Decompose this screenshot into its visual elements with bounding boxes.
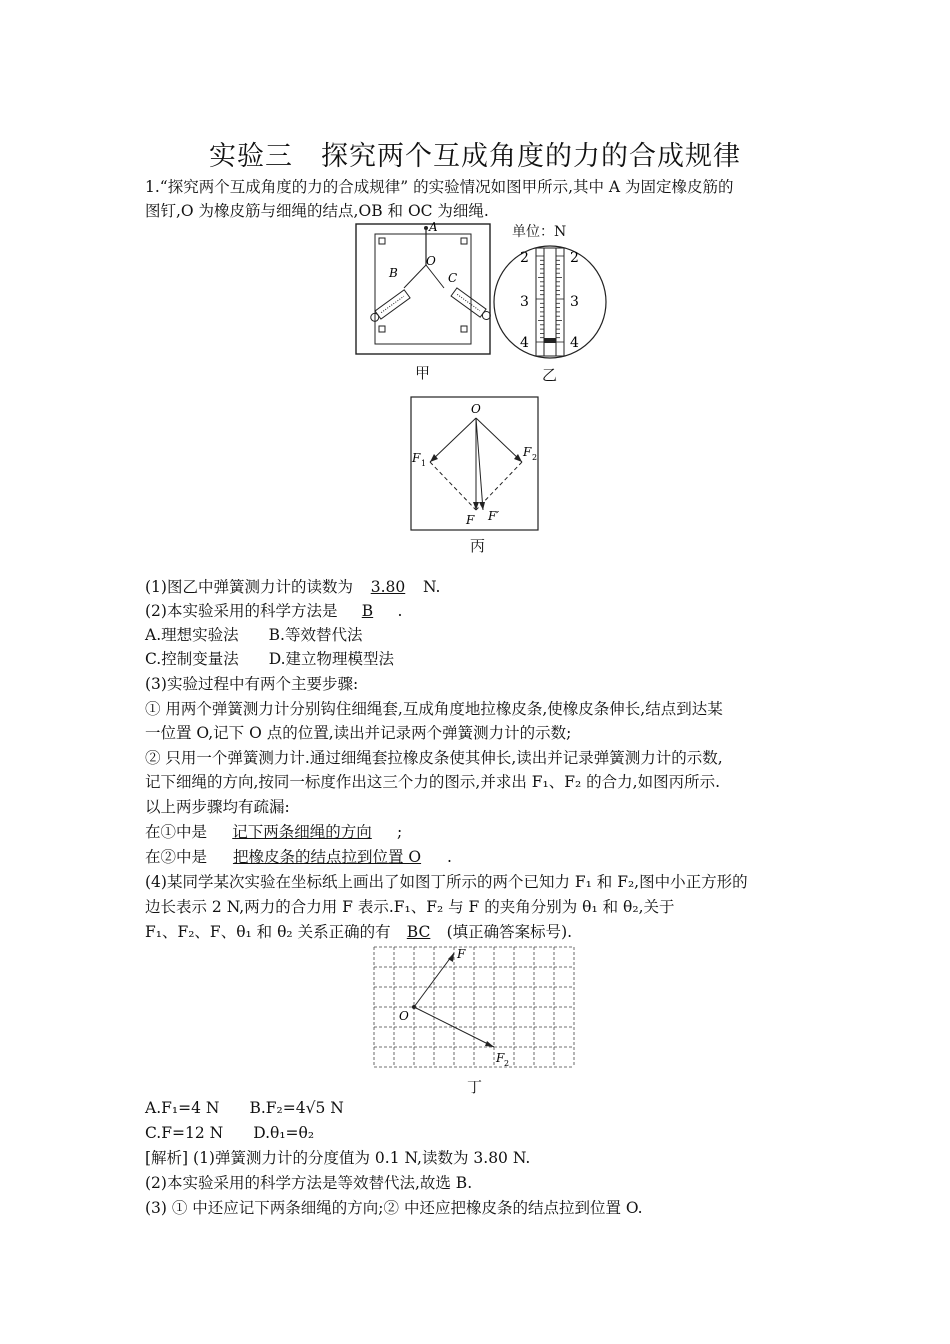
answer-3-2: 把橡皮条的结点拉到位置 O xyxy=(232,848,422,866)
answer-2: B xyxy=(361,602,374,620)
scale-left-4: 4 xyxy=(520,335,529,351)
analysis-line-2: (2)本实验采用的科学方法是等效替代法,故选 B. xyxy=(145,1174,473,1192)
question-1-line-1: 1.“探究两个互成角度的力的合成规律” 的实验情况如图甲所示,其中 A 为固定橡皮筋的 xyxy=(145,178,734,196)
scale-right-4: 4 xyxy=(570,335,579,351)
sub-question-4-line-3: F₁、F₂、F、θ₁ 和 θ₂ 关系正确的有 BC (填正确答案标号). xyxy=(145,920,572,944)
scale-left-3: 3 xyxy=(520,294,529,310)
answer-4: BC xyxy=(406,923,431,941)
label-B: B xyxy=(389,266,398,280)
step-2-line-1: ② 只用一个弹簧测力计.通过细绳套拉橡皮条使其伸长,读出并记录弹簧测力计的示数, xyxy=(145,749,723,767)
bing-label-F2: F xyxy=(523,445,532,459)
bing-label-F2-sub: 2 xyxy=(532,453,538,462)
ding-label-F2: F xyxy=(496,1051,505,1065)
options-2-row-1: A.理想实验法 B.等效替代法 xyxy=(145,626,363,644)
bing-label-F: F xyxy=(466,513,475,527)
label-A: A xyxy=(429,220,438,234)
scale-left-2: 2 xyxy=(520,250,529,266)
answer-3-1: 记下两条细绳的方向 xyxy=(232,823,372,841)
bing-label-F1: F xyxy=(412,451,421,465)
sub-question-2: (2)本实验采用的科学方法是 B . xyxy=(145,599,402,623)
figure-ding-grid xyxy=(374,945,578,1071)
options-4-row-2: C.F=12 N D.θ₁=θ₂ xyxy=(145,1124,315,1142)
scale-right-2: 2 xyxy=(570,250,579,266)
label-C: C xyxy=(448,271,458,285)
ding-label-F2-sub: 2 xyxy=(504,1059,510,1068)
label-O: O xyxy=(426,254,436,268)
step-1-line-1: ① 用两个弹簧测力计分别钩住细绳套,互成角度地拉橡皮条,使橡皮条伸长,结点到达某 xyxy=(145,700,723,718)
fill-1: 在①中是 记下两条细绳的方向 ; xyxy=(145,820,402,844)
caption-jia: 甲 xyxy=(415,364,431,382)
question-1-line-2: 图钉,O 为橡皮筋与细绳的结点,OB 和 OC 为细绳. xyxy=(145,202,489,220)
analysis-line-1: [解析] (1)弹簧测力计的分度值为 0.1 N,读数为 3.80 N. xyxy=(145,1149,531,1167)
sub-question-1: (1)图乙中弹簧测力计的读数为 3.80 N. xyxy=(145,575,440,599)
page-title: 实验三 探究两个互成角度的力的合成规律 xyxy=(209,141,741,172)
figure-jia xyxy=(340,220,500,360)
unit-label: 单位：N xyxy=(512,224,567,240)
ding-label-O: O xyxy=(399,1009,409,1023)
bing-label-Fprime: F′ xyxy=(488,509,500,523)
step-1-line-2: 一位置 O,记下 O 点的位置,读出并记录两个弹簧测力计的示数; xyxy=(145,724,572,742)
analysis-line-3: (3) ① 中还应记下两条细绳的方向;② 中还应把橡皮条的结点拉到位置 O. xyxy=(145,1199,643,1217)
options-4-row-1: A.F₁=4 N B.F₂=4√5 N xyxy=(145,1099,344,1117)
figure-yi-spring-scale xyxy=(490,242,610,362)
caption-bing: 丙 xyxy=(470,537,486,555)
sub-question-4-line-1: (4)某同学某次实验在坐标纸上画出了如图丁所示的两个已知力 F₁ 和 F₂,图中小正方形的 xyxy=(145,873,748,891)
bing-label-O: O xyxy=(471,402,481,416)
options-2-row-2: C.控制变量法 D.建立物理模型法 xyxy=(145,650,395,668)
figure-bing-force-diagram xyxy=(410,396,540,532)
scale-right-3: 3 xyxy=(570,294,579,310)
bing-label-F1-sub: 1 xyxy=(421,459,427,468)
fill-2: 在②中是 把橡皮条的结点拉到位置 O . xyxy=(145,845,452,869)
caption-ding: 丁 xyxy=(467,1078,483,1096)
caption-yi: 乙 xyxy=(542,366,558,384)
omission-note: 以上两步骤均有疏漏: xyxy=(145,798,290,816)
sub-question-3-intro: (3)实验过程中有两个主要步骤: xyxy=(145,675,359,693)
ding-label-F: F xyxy=(457,947,466,961)
step-2-line-2: 记下细绳的方向,按同一标度作出这三个力的图示,并求出 F₁、F₂ 的合力,如图丙所示. xyxy=(145,773,721,791)
sub-question-4-line-2: 边长表示 2 N,两力的合力用 F 表示.F₁、F₂ 与 F 的夹角分别为 θ₁ 和 θ₂,关于 xyxy=(145,898,675,916)
answer-1: 3.80 xyxy=(370,578,406,596)
